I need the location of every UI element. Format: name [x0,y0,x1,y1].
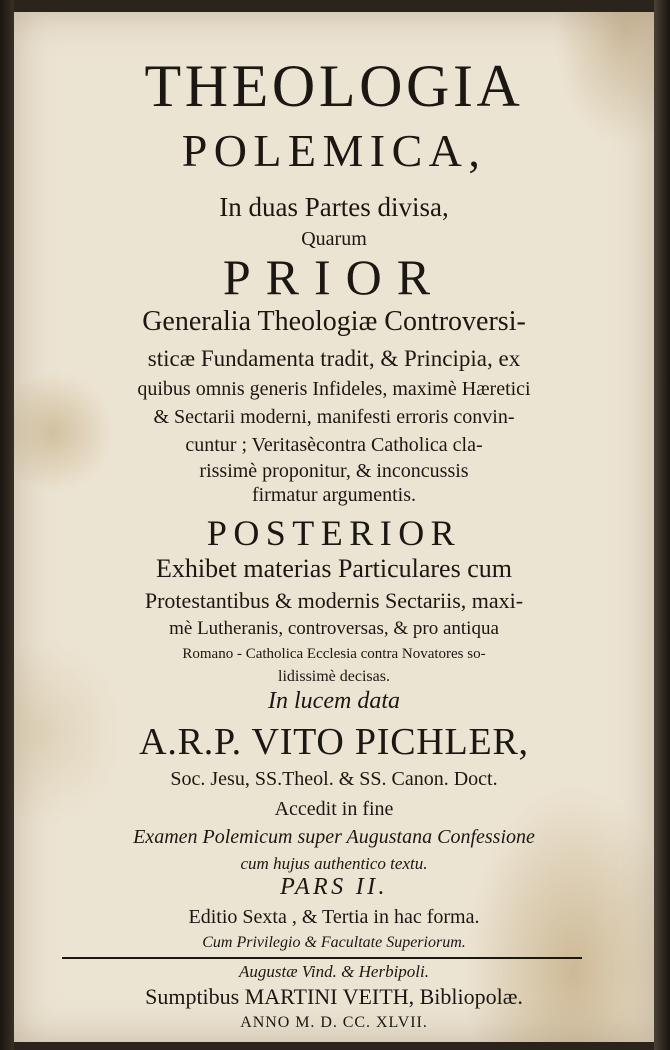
part-number: PARS II. [280,874,388,900]
author-intro: In lucem data [268,688,400,714]
appendix-line-3: cum hujus authentico textu. [240,854,428,873]
prior-line-3: quibus omnis generis Infideles, maximè Hæretici [137,378,531,400]
posterior-line-1: Exhibet materias Particulares cum [156,554,512,583]
posterior-line-2: Protestantibus & modernis Sectariis, maxi- [144,588,524,613]
prior-line-7: firmatur argumentis. [251,484,417,506]
posterior-line-3: mè Lutheranis, controversas, & pro antiqua [169,618,499,639]
posterior-line-5: lidissimè decisas. [278,668,390,685]
author-credentials: Soc. Jesu, SS.Theol. & SS. Canon. Doct. [170,768,498,790]
posterior-line-4: Romano - Catholica Ecclesia contra Novatores so- [182,646,486,662]
appendix-line-2: Examen Polemicum super Augustana Confessione [133,826,535,848]
imprint-place: Augustæ Vind. & Herbipoli. [239,962,429,981]
book-edge-right [654,0,670,1050]
title-line-2: POLEMICA, [181,125,487,176]
book-edge-left [0,0,14,1050]
title-page [14,12,654,1042]
title-line-1: THEOLOGIA [144,53,524,119]
privilege-line: Cum Privilegio & Facultate Superiorum. [202,934,466,951]
title-quarum: Quarum [301,228,367,250]
prior-line-4: & Sectarii moderni, manifesti erroris convin- [153,406,515,428]
posterior-heading: POSTERIOR [206,513,462,553]
appendix-line-1: Accedit in fine [274,798,394,820]
prior-line-1: Generalia Theologiæ Controversi- [142,306,526,337]
separator-rule [62,957,582,959]
author-name: A.R.P. VITO PICHLER, [139,721,529,763]
title-subtitle: In duas Partes divisa, [219,192,449,222]
prior-line-6: rissimè proponitur, & inconcussis [199,460,469,482]
imprint-publisher: Sumptibus MARTINI VEITH, Bibliopolæ. [145,984,523,1009]
prior-heading: PRIOR [222,249,446,305]
edition-line: Editio Sexta , & Tertia in hac forma. [188,906,480,928]
imprint-year: ANNO M. D. CC. XLVII. [240,1014,428,1031]
prior-line-5: cuntur ; Veritasècontra Catholica cla- [185,434,483,456]
prior-line-2: sticæ Fundamenta tradit, & Principia, ex [147,346,521,371]
